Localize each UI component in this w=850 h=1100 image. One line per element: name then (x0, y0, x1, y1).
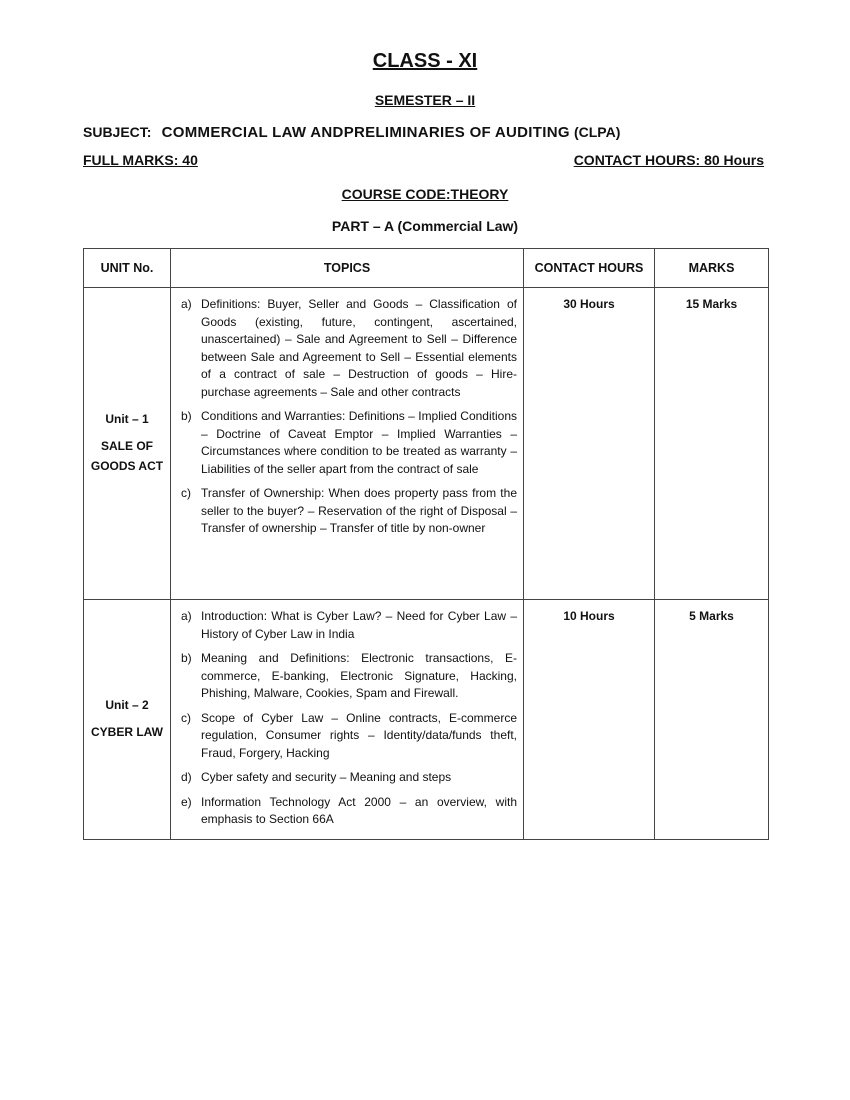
class-title: CLASS - XI (372, 50, 478, 72)
topic-text: Introduction: What is Cyber Law? – Need for Cyber Law – History of Cyber Law in India (201, 609, 517, 641)
marks-cell: 15 Marks (655, 288, 769, 600)
topic-marker: a) (181, 609, 192, 623)
topic-item (181, 608, 517, 643)
topic-marker: c) (181, 486, 191, 500)
topic-item (181, 710, 517, 763)
column-header-marks: MARKS (655, 249, 769, 288)
subject-name: COMMERCIAL LAW ANDPRELIMINARIES OF AUDITING (161, 124, 570, 141)
part-heading: PART – A (Commercial Law) (331, 218, 519, 234)
topic-marker: d) (181, 770, 192, 784)
unit-cell (84, 600, 171, 840)
topic-item (181, 485, 517, 538)
unit-name-line: CYBER LAW (91, 724, 163, 739)
column-header-topics: TOPICS (171, 249, 524, 288)
topic-text: Meaning and Definitions: Electronic transactions, E-commerce, E-banking, Electronic Signature, Hacking, Phishing, Malware, Cookies, Spam and Firewall. (201, 651, 517, 700)
topic-item (181, 650, 517, 703)
contact-hours-cell: 10 Hours (524, 600, 655, 840)
topic-item (181, 794, 517, 829)
topic-text: Information Technology Act 2000 – an overview, with emphasis to Section 66A (201, 794, 517, 826)
unit-number: Unit – 2 (105, 697, 149, 712)
syllabus-table (83, 248, 769, 840)
topic-marker: b) (181, 651, 192, 665)
contact-hours-cell: 30 Hours (524, 288, 655, 600)
topics-cell (171, 600, 524, 840)
topic-item (181, 769, 517, 787)
topic-marker: c) (181, 710, 191, 725)
topic-text: Definitions: Buyer, Seller and Goods – Classification of Goods (existing, future, contingent, ascertained, unascertained) – Sale and Agreement to Sell – Difference between Sale and Agreement to Sell – Essential elements of a contract of sale – Destruction of goods – Hire-purchase agreements – Sale and other contracts (201, 297, 517, 399)
topic-marker: a) (181, 297, 192, 311)
column-header-contact-hours: CONTACT HOURS (524, 249, 655, 288)
topic-text: Cyber safety and security – Meaning and steps (201, 770, 452, 784)
subject-line (83, 124, 620, 141)
unit-name-line: GOODS ACT (90, 458, 164, 473)
subject-abbr: (CLPA) (573, 124, 621, 140)
topics-cell (171, 288, 524, 600)
marks-cell: 5 Marks (655, 600, 769, 840)
semester-heading: SEMESTER – II (374, 92, 476, 108)
course-code: COURSE CODE:THEORY (341, 186, 509, 202)
table-row (84, 288, 769, 600)
unit-cell (84, 288, 171, 600)
full-marks: FULL MARKS: 40 (83, 152, 198, 168)
topic-text: Transfer of Ownership: When does property pass from the seller to the buyer? – Reservation of the right of Disposal – Transfer of ownership – Transfer of title by non-owner (201, 486, 517, 535)
table-row (84, 600, 769, 840)
topic-marker: e) (181, 794, 192, 809)
subject-label: SUBJECT: (83, 124, 152, 140)
topic-item (181, 408, 517, 478)
unit-number: Unit – 1 (105, 411, 149, 426)
contact-hours: CONTACT HOURS: 80 Hours (573, 152, 764, 168)
unit-name-line: SALE OF (100, 438, 153, 453)
topic-text: Scope of Cyber Law – Online contracts, E-commerce regulation, Consumer rights – Identity/data/funds theft, Fraud, Forgery, Hacking (201, 710, 517, 760)
column-header-unit: UNIT No. (84, 249, 171, 288)
table-header-row (84, 249, 769, 288)
topic-item (181, 296, 517, 401)
topic-marker: b) (181, 409, 192, 423)
topic-text: Conditions and Warranties: Definitions – Implied Conditions – Doctrine of Caveat Emptor – Implied Warranties – Circumstances where condition to be treated as warranty – Liabilities of the seller apart from the contract of sale (201, 409, 517, 476)
